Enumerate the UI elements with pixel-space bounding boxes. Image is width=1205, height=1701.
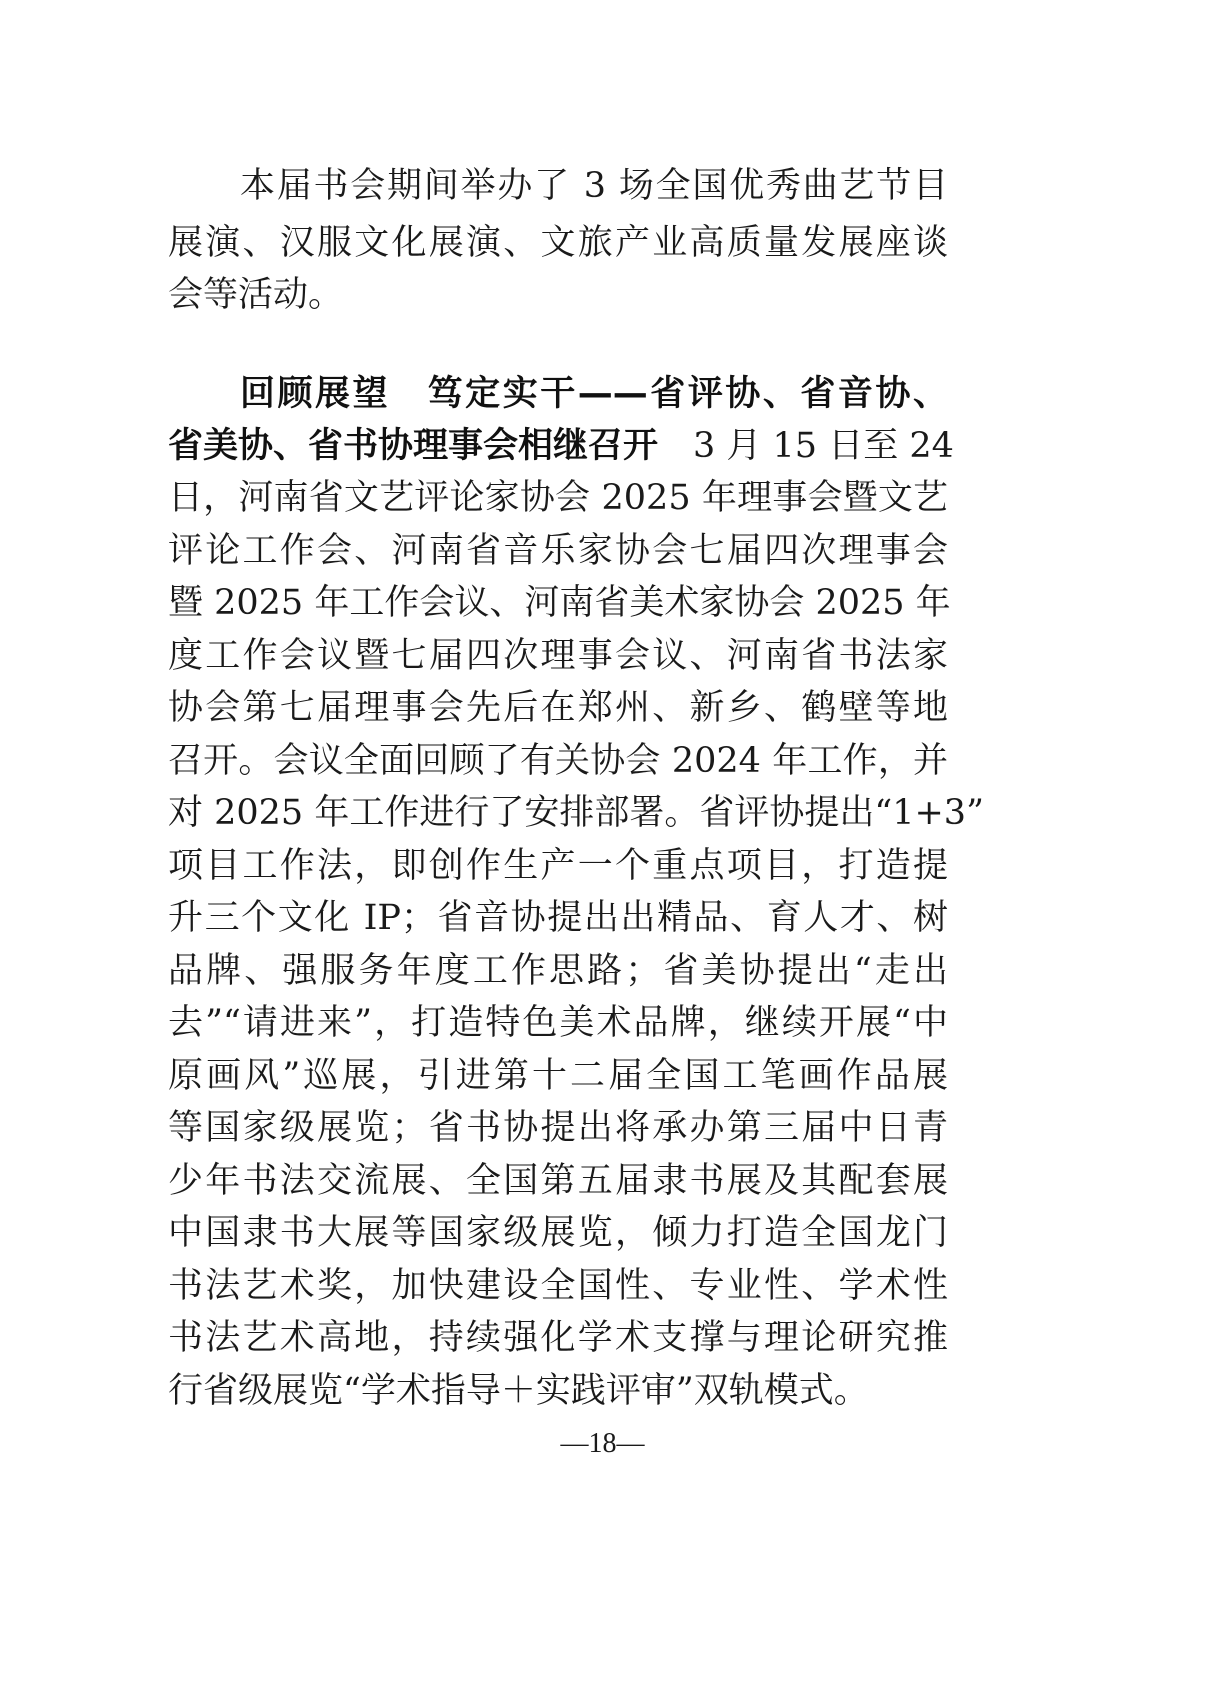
- body-text-line: 协会第七届理事会先后在郑州、新乡、鹤壁等地: [168, 688, 948, 728]
- body-text-line: 对 2025 年工作进行了安排部署。省评协提出“1+3”: [168, 793, 984, 833]
- section-heading: 回顾展望 笃定实干——省评协、省音协、: [240, 374, 948, 414]
- body-text-line: 度工作会议暨七届四次理事会议、河南省书法家: [168, 636, 948, 676]
- body-text-line: 品牌、强服务年度工作思路；省美协提出“走出: [168, 951, 948, 991]
- body-text-line: 书法艺术高地，持续强化学术支撑与理论研究推: [168, 1318, 948, 1358]
- body-text-line: 行省级展览“学术指导＋实践评审”双轨模式。: [168, 1371, 869, 1411]
- body-text-line: 暨 2025 年工作会议、河南省美术家协会 2025 年: [168, 583, 951, 623]
- body-text-line: 会等活动。: [168, 275, 344, 315]
- body-text-line: 原画风”巡展，引进第十二届全国工笔画作品展: [168, 1056, 948, 1096]
- body-text-line: 召开。会议全面回顾了有关协会 2024 年工作，并: [168, 741, 948, 781]
- section-heading-cont: 省美协、省书协理事会相继召开: [168, 426, 659, 466]
- page-number: —18—: [560, 1428, 645, 1459]
- body-text-line: 评论工作会、河南省音乐家协会七届四次理事会: [168, 531, 948, 571]
- body-text-line: 去”“请进来”，打造特色美术品牌，继续开展“中: [168, 1003, 948, 1043]
- body-text-line: 日，河南省文艺评论家协会 2025 年理事会暨文艺: [168, 478, 948, 518]
- body-text-line: 中国隶书大展等国家级展览，倾力打造全国龙门: [168, 1213, 948, 1253]
- body-text-line: 项目工作法，即创作生产一个重点项目，打造提: [168, 846, 948, 886]
- body-text-inline: 3 月 15 日至 24: [658, 426, 954, 466]
- body-text-line: 展演、汉服文化展演、文旅产业高质量发展座谈: [168, 223, 948, 263]
- body-text-line: 升三个文化 IP；省音协提出出精品、育人才、树: [168, 898, 948, 938]
- heading-continuation-line: [168, 418, 954, 475]
- body-text-line: 本届书会期间举办了 3 场全国优秀曲艺节目: [240, 166, 948, 206]
- body-text-line: 书法艺术奖，加快建设全国性、专业性、学术性: [168, 1266, 948, 1306]
- body-text-line: 少年书法交流展、全国第五届隶书展及其配套展: [168, 1161, 948, 1201]
- body-text-line: 等国家级展览；省书协提出将承办第三届中日青: [168, 1108, 948, 1148]
